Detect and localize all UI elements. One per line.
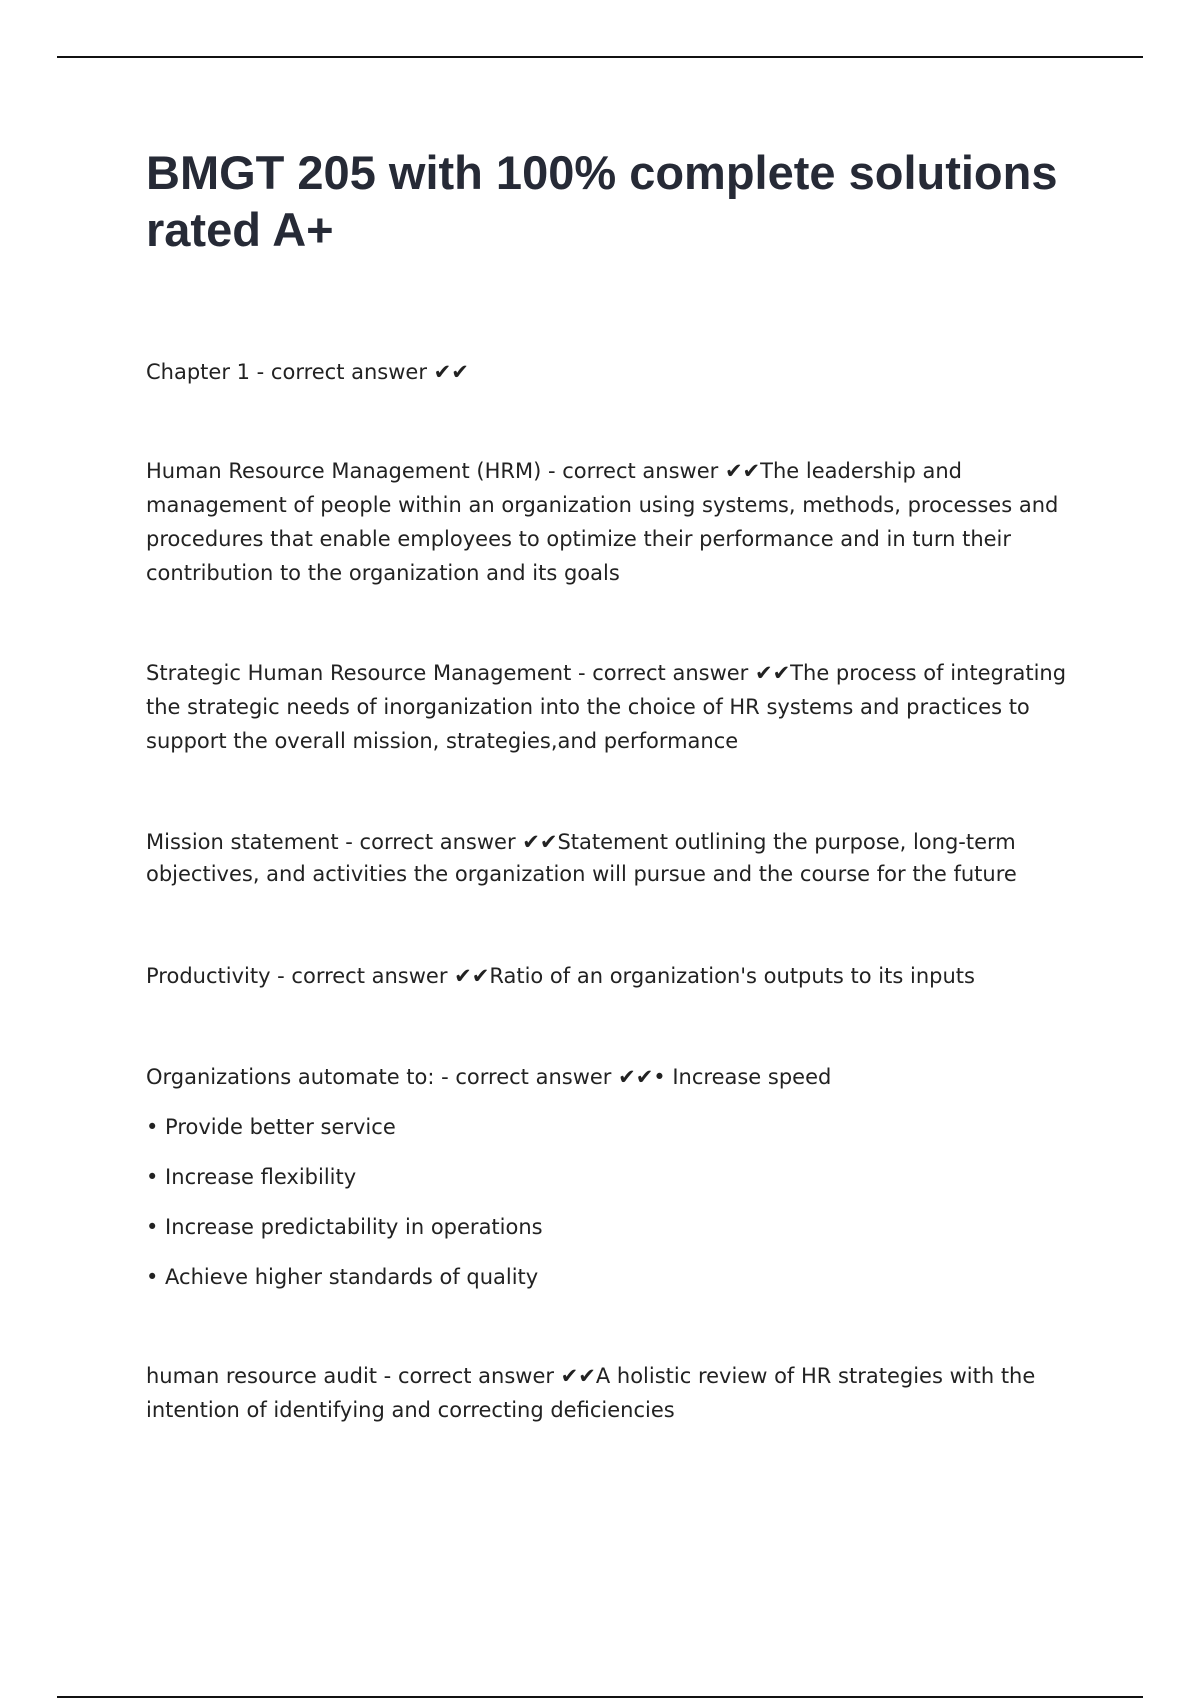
entry-productivity: Productivity - correct answer ✔✔Ratio of an organization's outputs to its inputs [146, 964, 975, 988]
entry-chapter-1: Chapter 1 - correct answer ✔✔ [146, 360, 469, 384]
list-item: • Achieve higher standards of quality [146, 1265, 539, 1289]
automation-bullet-list [146, 1110, 1046, 1310]
list-item: • Increase flexibility [146, 1165, 357, 1189]
entry-automation: Organizations automate to: - correct answer ✔✔• Increase speed [146, 1065, 832, 1089]
entry-mission-statement: Mission statement - correct answer ✔✔Statement outlining the purpose, long-term objectives, and activities the organization will pursue and the course for the future [146, 830, 1017, 886]
document-title: BMGT 205 with 100% complete solutions rated A+ [146, 146, 1058, 256]
entry-hrm: Human Resource Management (HRM) - correct answer ✔✔The leadership and management of people within an organization using systems, methods, processes and procedures that enable employees to optimize their performance and in turn their contribution to the organization and its goals [146, 459, 1059, 585]
entry-hr-audit: human resource audit - correct answer ✔✔A holistic review of HR strategies with the intention of identifying and correcting deficiencies [146, 1364, 1036, 1422]
entry-strategic-hrm: Strategic Human Resource Management - correct answer ✔✔The process of integrating the strategic needs of inorganization into the choice of HR systems and practices to support the overall mission, strategies,and performance [146, 661, 1067, 753]
top-rule [57, 56, 1143, 58]
list-item: • Provide better service [146, 1115, 396, 1139]
list-item: • Increase predictability in operations [146, 1215, 543, 1239]
bottom-rule [57, 1696, 1143, 1698]
